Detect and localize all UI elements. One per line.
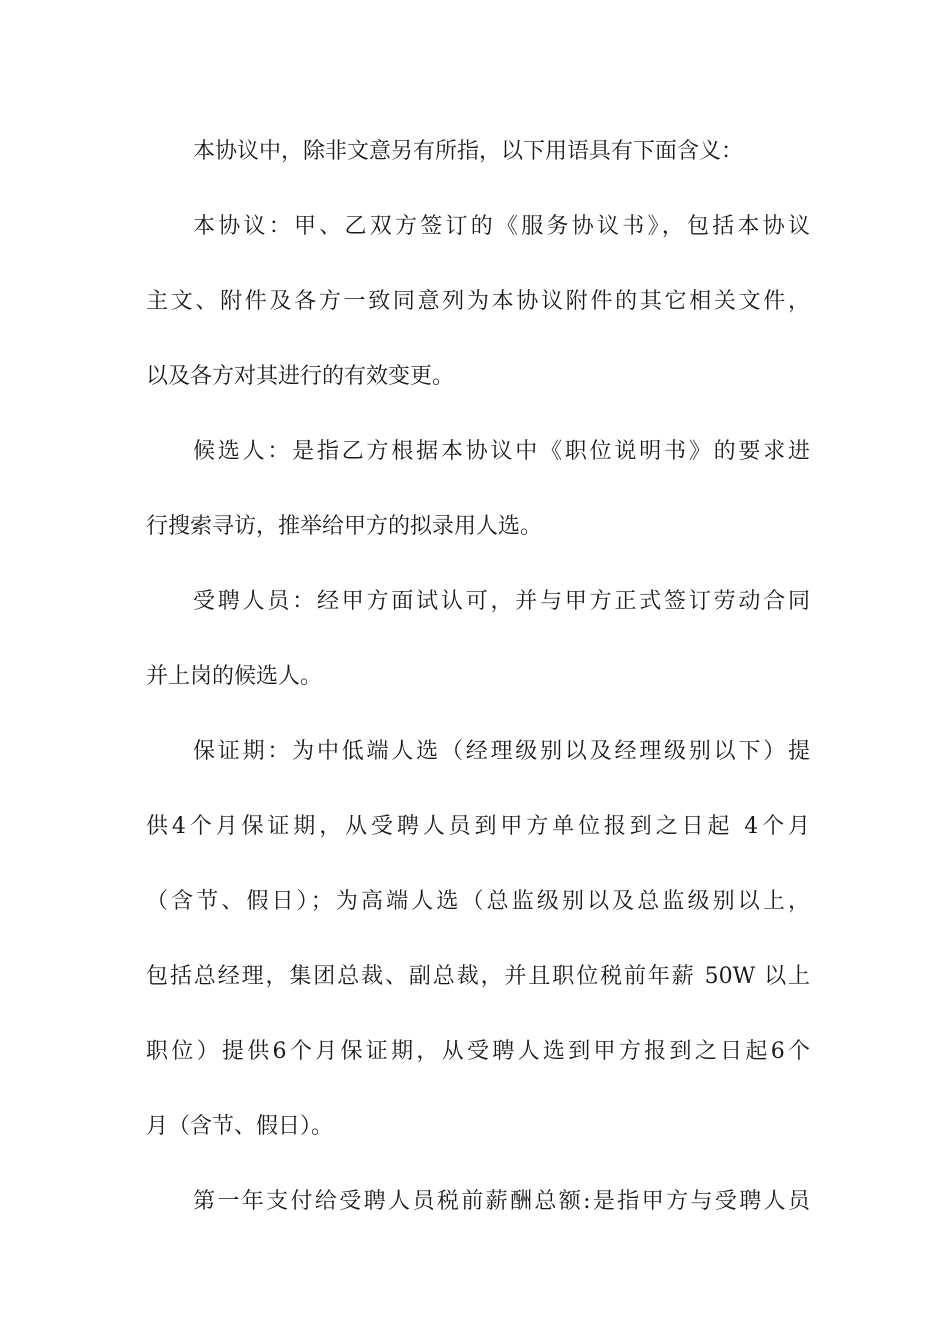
definition-employee-line-2: 并上岗的候选人。 xyxy=(146,664,323,689)
definition-guarantee-line-4: 包括总经理，集团总裁、副总裁，并且职位税前年薪 50W 以上 xyxy=(146,964,810,989)
definition-guarantee-line-1: 保证期：为中低端人选（经理级别以及经理级别以下）提 xyxy=(193,739,810,764)
definitions-intro-line: 本协议中，除非文意另有所指，以下用语具有下面含义： xyxy=(193,139,744,164)
definition-candidate-line-2: 行搜索寻访，推举给甲方的拟录用人选。 xyxy=(146,514,543,539)
definition-guarantee-line-3: （含节、假日）；为高端人选（总监级别以及总监级别以上， xyxy=(146,889,810,914)
definition-guarantee-line-2: 供4个月保证期，从受聘人员到甲方单位报到之日起 4个月 xyxy=(146,814,810,839)
definition-candidate-line-1: 候选人：是指乙方根据本协议中《职位说明书》的要求进 xyxy=(193,439,810,464)
definition-guarantee-line-6: 月（含节、假日）。 xyxy=(146,1114,334,1139)
definition-agreement-line-3: 以及各方对其进行的有效变更。 xyxy=(146,364,455,389)
definition-guarantee-line-5: 职位）提供6个月保证期，从受聘人选到甲方报到之日起6个 xyxy=(146,1039,810,1064)
definition-salary-line-1: 第一年支付给受聘人员税前薪酬总额:是指甲方与受聘人员 xyxy=(193,1189,810,1214)
definition-employee-line-1: 受聘人员：经甲方面试认可，并与甲方正式签订劳动合同 xyxy=(193,589,810,614)
definition-agreement-line-1: 本协议：甲、乙双方签订的《服务协议书》，包括本协议 xyxy=(193,214,810,239)
definition-agreement-line-2: 主文、附件及各方一致同意列为本协议附件的其它相关文件， xyxy=(146,289,810,314)
